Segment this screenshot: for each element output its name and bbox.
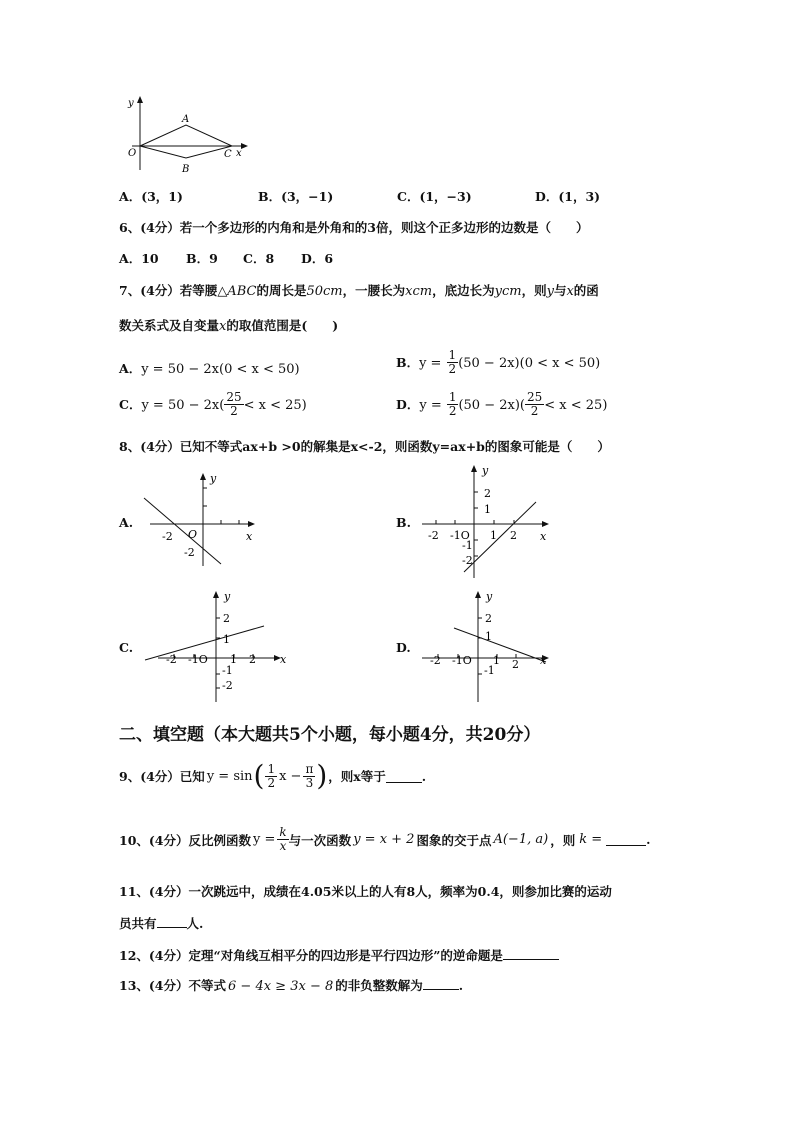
numerator: 1 [448,390,457,404]
numerator: k [279,825,287,839]
q10-k: k = [579,832,603,847]
q8-graph-a[interactable] [138,470,260,570]
q5-label-a: A [182,114,190,125]
q7-var-x: x [219,319,227,334]
q6-option-d[interactable]: D．6 [301,251,334,266]
graph-b-tick-x-m1o: -1O [450,529,470,542]
q7-text: ，一腰长为 [342,283,406,298]
graph-d-tick-x-1: 1 [493,654,500,667]
q6-option-c[interactable]: C．8 [243,251,275,266]
option-expression: y = [419,398,442,413]
graph-d-tick-x-2: 2 [512,658,519,671]
q13-text: . [458,978,464,993]
option-expression: y = [419,356,442,371]
q7-text: 与 [553,283,567,298]
section-2-title: 二、填空题（本大题共5个小题，每小题4分，共20分） [119,725,541,745]
graph-c-tick-y2: 2 [223,612,230,625]
q8-graph-d[interactable] [418,588,558,706]
graph-b-tick-y1: 1 [484,503,491,516]
q5-option-d[interactable]: D．(1，3) [535,189,601,204]
graph-b-tick-x-2: 2 [510,529,517,542]
q7-perimeter: 50cm [306,284,343,299]
q10-text: ，则 [550,832,576,848]
q7-text: 的取值范围是( ) [226,318,339,333]
q13-text: 13、(4分）不等式 [119,978,227,993]
graph-c-tick-x-m2: -2 [166,653,177,666]
q5-label-b: B [182,164,190,175]
q7-text: 的周长是 [256,283,307,298]
q5-label-o: O [128,148,137,159]
q6-stem: 6、(4分）若一个多边形的内角和是外角和的3倍，则这个正多边形的边数是（ ） [119,220,589,235]
numerator: 25 [226,390,242,404]
graph-c-label-x: x [280,653,287,666]
q10-text: 与一次函数 [288,832,352,848]
q7-text: ，则 [521,283,547,298]
denominator: 2 [267,775,276,790]
denominator: 2 [448,362,457,376]
q11-text: 人. [186,916,204,931]
option-label: D． [396,397,420,412]
q13-expression: 6 − 4x ≥ 3x − 8 [228,979,334,994]
numerator: 25 [526,390,543,404]
q7-option-d[interactable] [396,391,607,418]
q8-graph-c[interactable] [140,588,290,706]
graph-c-tick-x-2: 2 [249,653,256,666]
q5-option-b[interactable]: B．(3，−1) [258,189,334,204]
q13-answer-blank[interactable] [423,977,459,990]
option-label: B． [396,355,420,370]
graph-d-tick-y2: 2 [485,612,492,625]
q7-base: ycm [494,284,522,299]
q7-text: ，底边长为 [432,283,495,298]
q6-option-a[interactable]: A．10 [119,251,159,266]
q9-frac-half [265,763,277,790]
graph-d-tick-x-m2: -2 [430,654,441,667]
q6-option-b[interactable]: B．9 [186,251,218,266]
q9-frac-pi [303,763,315,790]
q5-label-y: y [128,98,134,109]
q10-text: . [646,832,651,847]
q9-text: 9、(4分）已知 [119,769,205,784]
graph-c-tick-y-m2: -2 [222,679,233,692]
q9-text: ，则x等于 [328,769,386,784]
q7-option-a[interactable] [119,358,300,377]
q11-line2 [119,914,203,932]
q7-leg: xcm [405,284,433,299]
q8-option-d-label[interactable]: D. [396,640,411,655]
q11-line1: 11、(4分）一次跳远中，成绩在4.05米以上的人有8人，频率为0.4，则参加比赛的运动 [119,884,612,899]
denominator: x [279,839,287,853]
q8-graph-b[interactable] [418,462,558,582]
q10-text: 图象的交于点 [416,832,492,848]
q10-point: A(−1, a) [493,832,549,847]
q9-text: . [421,768,427,784]
numerator: 1 [448,348,457,362]
graph-b-tick-x-1: 1 [490,529,497,542]
denominator: 3 [305,775,314,790]
q12 [119,946,559,964]
q9-answer-blank[interactable] [386,770,422,783]
q12-answer-blank[interactable] [503,947,559,960]
graph-d-tick-y-m1: -1 [484,664,495,677]
option-expression: (50 − 2x)( [458,398,525,413]
q10-text: 10、(4分）反比例函数 [119,832,252,848]
q5-rhombus-figure [122,94,252,176]
q11-answer-blank[interactable] [157,915,187,928]
q10-frac-k-x [277,826,288,853]
q11-text: 员共有 [119,916,157,931]
denominator: 2 [230,404,238,418]
graph-a-tick-m2: -2 [162,530,173,543]
graph-b-label-x: x [540,530,547,543]
right-paren: ) [316,759,328,792]
q13-text: 的非负整数解为 [335,978,423,993]
q7-option-b[interactable] [396,349,600,376]
fraction-25-2 [224,391,243,418]
graph-a-label-x: x [246,530,253,543]
q10-expression: y = [253,832,276,847]
option-label: A． [119,361,142,376]
q7-option-c[interactable] [119,391,307,418]
q9-expression: x − [279,768,302,784]
q9 [119,759,427,792]
graph-b-line [464,502,536,572]
graph-a-tick-m2y: -2 [184,546,195,559]
graph-a-label-y: y [210,472,217,485]
graph-b-label-y: y [482,464,489,477]
graph-d-tick-x-m1o: -1O [452,654,472,667]
fraction-half [447,349,459,376]
q10 [119,826,650,853]
numerator: π [305,761,314,776]
q8-option-b-label[interactable]: B. [396,515,411,530]
q12-text: 12、(4分）定理“对角线互相平分的四边形是平行四边形”的逆命题是 [119,948,503,963]
graph-d-label-y: y [486,590,493,603]
option-expression: < x < 25) [243,398,307,413]
q5-option-c[interactable]: C．(1，−3) [397,189,472,204]
q7-text: 数关系式及自变量 [119,318,220,333]
graph-c-tick-x-1: 1 [230,653,237,666]
option-expression: < x < 25) [544,398,608,413]
graph-a-line [144,498,221,564]
q5-label-c: C [224,149,232,160]
denominator: 2 [448,404,457,418]
graph-b-tick-x-m2: -2 [428,529,439,542]
q7-var-y: y [546,284,554,299]
q10-expression: y = x + 2 [353,832,415,847]
option-expression: y = 50 − 2x(0 < x < 50) [141,362,300,377]
q5-option-a[interactable]: A．(3，1) [119,189,183,204]
q5-rhombus [140,125,232,158]
q7-triangle: △ABC [217,284,257,299]
option-label: C． [119,397,142,412]
q7-text: 的函 [573,283,599,298]
q8-stem: 8、(4分）已知不等式ax+b >0的解集是x<-2，则函数y=ax+b的图象可能是（ ） [119,439,610,454]
q7-var-x: x [566,284,574,299]
q7-stem-line2 [119,316,338,334]
q8-option-c-label[interactable]: C. [119,640,134,655]
q5-label-x: x [236,148,242,159]
fraction-half [447,391,459,418]
fraction-25-2 [525,391,544,418]
q10-answer-blank[interactable] [606,833,646,846]
numerator: 1 [267,761,276,776]
denominator: 2 [530,404,539,418]
graph-b-tick-y-m1: -1 [462,539,473,552]
graph-c-tick-y-m1: -1 [222,664,233,677]
q7-stem-line1 [119,281,599,299]
graph-b-tick-y2: 2 [484,487,491,500]
q7-text: 7、(4分）若等腰 [119,283,218,298]
left-paren: ( [253,759,265,792]
graph-d-tick-y1: 1 [485,630,492,643]
graph-a-origin: O [188,528,198,541]
graph-c-label-y: y [224,590,231,603]
option-expression: y = 50 − 2x( [141,398,225,413]
graph-c-tick-x-m1o: -1O [188,653,208,666]
q9-expression: y = sin [206,768,253,784]
q8-option-a-label[interactable]: A. [119,515,134,530]
q13 [119,976,463,994]
graph-d-label-x: x [540,654,547,667]
option-expression: (50 − 2x)(0 < x < 50) [458,356,601,371]
graph-b-tick-y-m2: -2 [462,554,473,567]
graph-c-tick-y1: 1 [223,633,230,646]
